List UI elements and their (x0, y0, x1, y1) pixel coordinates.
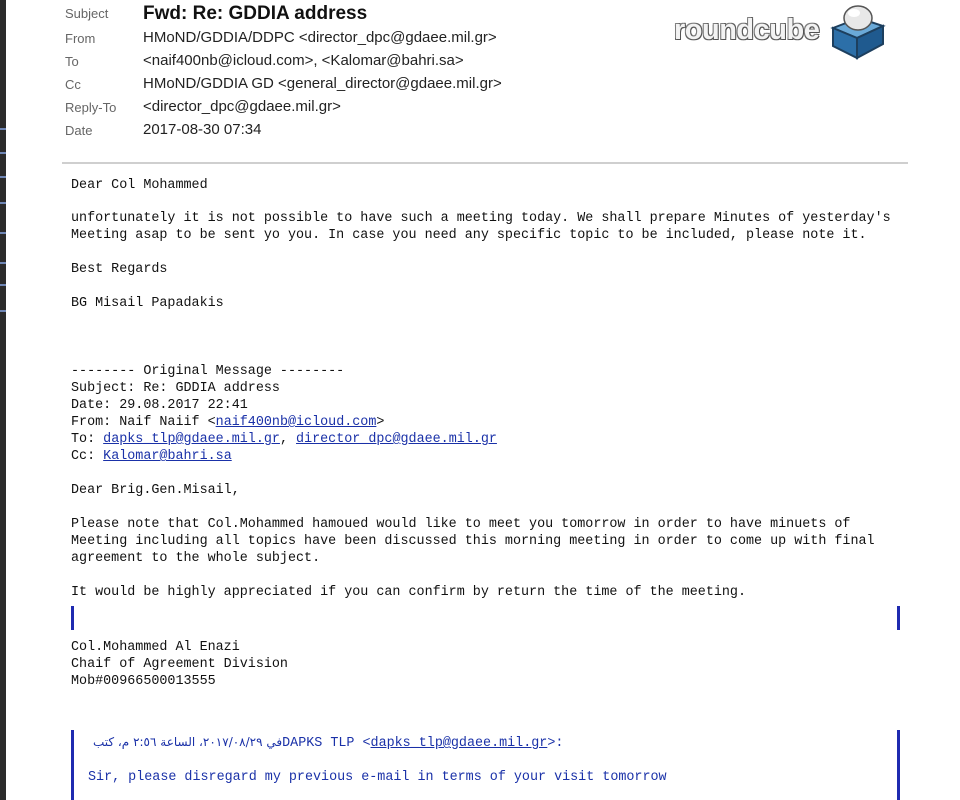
original-from-prefix: From: Naif Naiif < (71, 415, 216, 430)
body-signature: BG Misail Papadakis (71, 296, 224, 311)
quoted-bar-left (71, 730, 74, 800)
body-para1-line2: Meeting asap to be sent yo you. In case you need any specific topic to be included, please note it. (71, 228, 867, 243)
quoted-line1: Sir, please disregard my previous e-mail in terms of your visit tomorrow (88, 770, 667, 785)
subject-label: Subject (65, 6, 109, 21)
original-to-email1-link[interactable]: dapks_tlp@gdaee.mil.gr (103, 432, 280, 447)
cc-value[interactable]: HMoND/GDDIA GD <general_director@gdaee.mil.gr> (143, 75, 502, 92)
logo-text: roundcube (674, 14, 820, 46)
cc-label: Cc (65, 77, 81, 92)
header-divider (62, 162, 908, 164)
original-sig-mob: Mob#00966500013555 (71, 674, 216, 689)
original-para-line1: Please note that Col.Mohammed hamoued would like to meet you tomorrow in order to have minuets of (71, 517, 851, 532)
original-to-prefix: To: (71, 432, 104, 447)
original-greeting: Dear Brig.Gen.Misail, (71, 483, 240, 498)
quoted-sender-name: DAPKS TLP < (282, 736, 371, 751)
body-greeting: Dear Col Mohammed (71, 178, 208, 193)
original-para-line3: agreement to the whole subject. (71, 551, 321, 566)
quoted-arabic-intro: في ٢٠١٧/٠٨/٢٩، الساعة ٢:٥٦ م، كتب (93, 735, 283, 749)
original-from (71, 414, 384, 431)
quoted-intro (93, 734, 563, 752)
to-value[interactable]: <naif400nb@icloud.com>, <Kalomar@bahri.sa> (143, 52, 464, 69)
original-to-sep: , (279, 432, 297, 447)
original-para-line2: Meeting including all topics have been discussed this morning meeting in order to come up with final (71, 534, 875, 549)
original-cc-prefix: Cc: (71, 449, 104, 464)
original-separator: -------- Original Message -------- (71, 364, 345, 379)
original-sig-title: Chaif of Agreement Division (71, 657, 288, 672)
replyto-label: Reply-To (65, 100, 117, 115)
original-from-email-link[interactable]: naif400nb@icloud.com (215, 415, 377, 430)
from-label: From (65, 31, 96, 46)
subject-value: Fwd: Re: GDDIA address (143, 3, 368, 24)
original-cc (71, 448, 232, 465)
date-label: Date (65, 123, 93, 138)
original-subject: Subject: Re: GDDIA address (71, 381, 280, 396)
to-label: To (65, 54, 79, 69)
date-value: 2017-08-30 07:34 (143, 121, 262, 138)
quote-bar-right (897, 606, 900, 630)
quoted-bar-right (897, 730, 900, 800)
original-sig-name: Col.Mohammed Al Enazi (71, 640, 240, 655)
original-cc-email-link[interactable]: Kalomar@bahri.sa (103, 449, 232, 464)
original-to-email2-link[interactable]: director_dpc@gdaee.mil.gr (296, 432, 497, 447)
roundcube-logo (672, 2, 887, 62)
from-value[interactable]: HMoND/GDDIA/DDPC <director_dpc@gdaee.mil.gr> (143, 29, 497, 46)
original-para2: It would be highly appreciated if you can confirm by return the time of the meeting. (71, 585, 746, 600)
original-from-suffix: > (376, 415, 385, 430)
quoted-sender-email-link[interactable]: dapks_tlp@gdaee.mil.gr (370, 736, 548, 751)
original-date: Date: 29.08.2017 22:41 (71, 398, 248, 413)
body-para1-line1: unfortunately it is not possible to have such a meeting today. We shall prepare Minutes of yesterday's (71, 211, 891, 226)
quoted-sender-suffix: >: (547, 736, 564, 751)
body-regards: Best Regards (71, 262, 168, 277)
left-window-edge (0, 0, 6, 800)
quote-bar-left (71, 606, 74, 630)
replyto-value[interactable]: <director_dpc@gdaee.mil.gr> (143, 98, 341, 115)
original-to (71, 431, 497, 448)
roundcube-box-icon (827, 2, 887, 60)
